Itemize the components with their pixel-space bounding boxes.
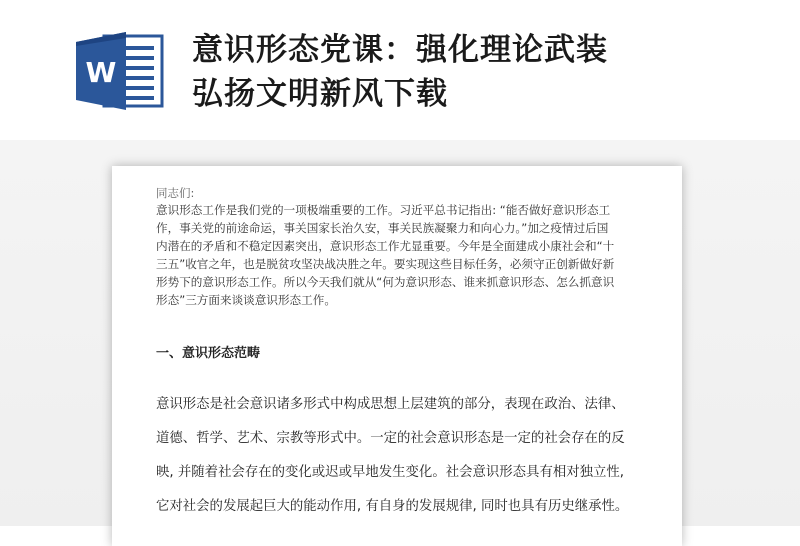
intro-line: 三五”收官之年，也是脱贫攻坚决战决胜之年。要实现这些目标任务，必须守正创新做好新 bbox=[156, 257, 615, 271]
body-line: 映, 并随着社会存在的变化或迟或早地发生变化。社会意识形态具有相对独立性, bbox=[156, 465, 625, 480]
intro-line: 形态”三方面来谈谈意识形态工作。 bbox=[156, 293, 336, 307]
word-icon-letter: W bbox=[85, 56, 117, 89]
intro-line: 形势下的意识形态工作。所以今天我们就从“何为意识形态、谁来抓意识形态、怎么抓意识 bbox=[156, 275, 615, 289]
body-line: 意识形态是社会意识诸多形式中构成思想上层建筑的部分，表现在政治、法律、 bbox=[156, 397, 625, 412]
page-title bbox=[192, 28, 782, 116]
title-line-2: 弘扬文明新风下载 bbox=[192, 76, 448, 112]
intro-line: 内潜在的矛盾和不稳定因素突出，意识形态工作尤显重要。今年是全面建成小康社会和“十 bbox=[156, 239, 615, 253]
document-page bbox=[112, 166, 682, 546]
title-line-1: 意识形态党课：强化理论武装 bbox=[192, 32, 608, 68]
header-banner bbox=[0, 0, 800, 140]
section-heading: 一、意识形态范畴 bbox=[156, 346, 261, 361]
intro-line: 意识形态工作是我们党的一项极端重要的工作。习近平总书记指出: “能否做好意识形态工 bbox=[156, 203, 611, 217]
word-document-icon bbox=[74, 32, 164, 110]
intro-line: 作，事关党的前途命运，事关国家长治久安，事关民族凝聚力和向心力。”加之疫情过后国 bbox=[156, 221, 609, 235]
salutation: 同志们: bbox=[156, 186, 195, 200]
body-line: 道德、哲学、艺术、宗教等形式中。一定的社会意识形态是一定的社会存在的反 bbox=[156, 431, 625, 446]
body-line: 它对社会的发展起巨大的能动作用, 有自身的发展规律, 同时也具有历史继承性。 bbox=[156, 499, 629, 514]
